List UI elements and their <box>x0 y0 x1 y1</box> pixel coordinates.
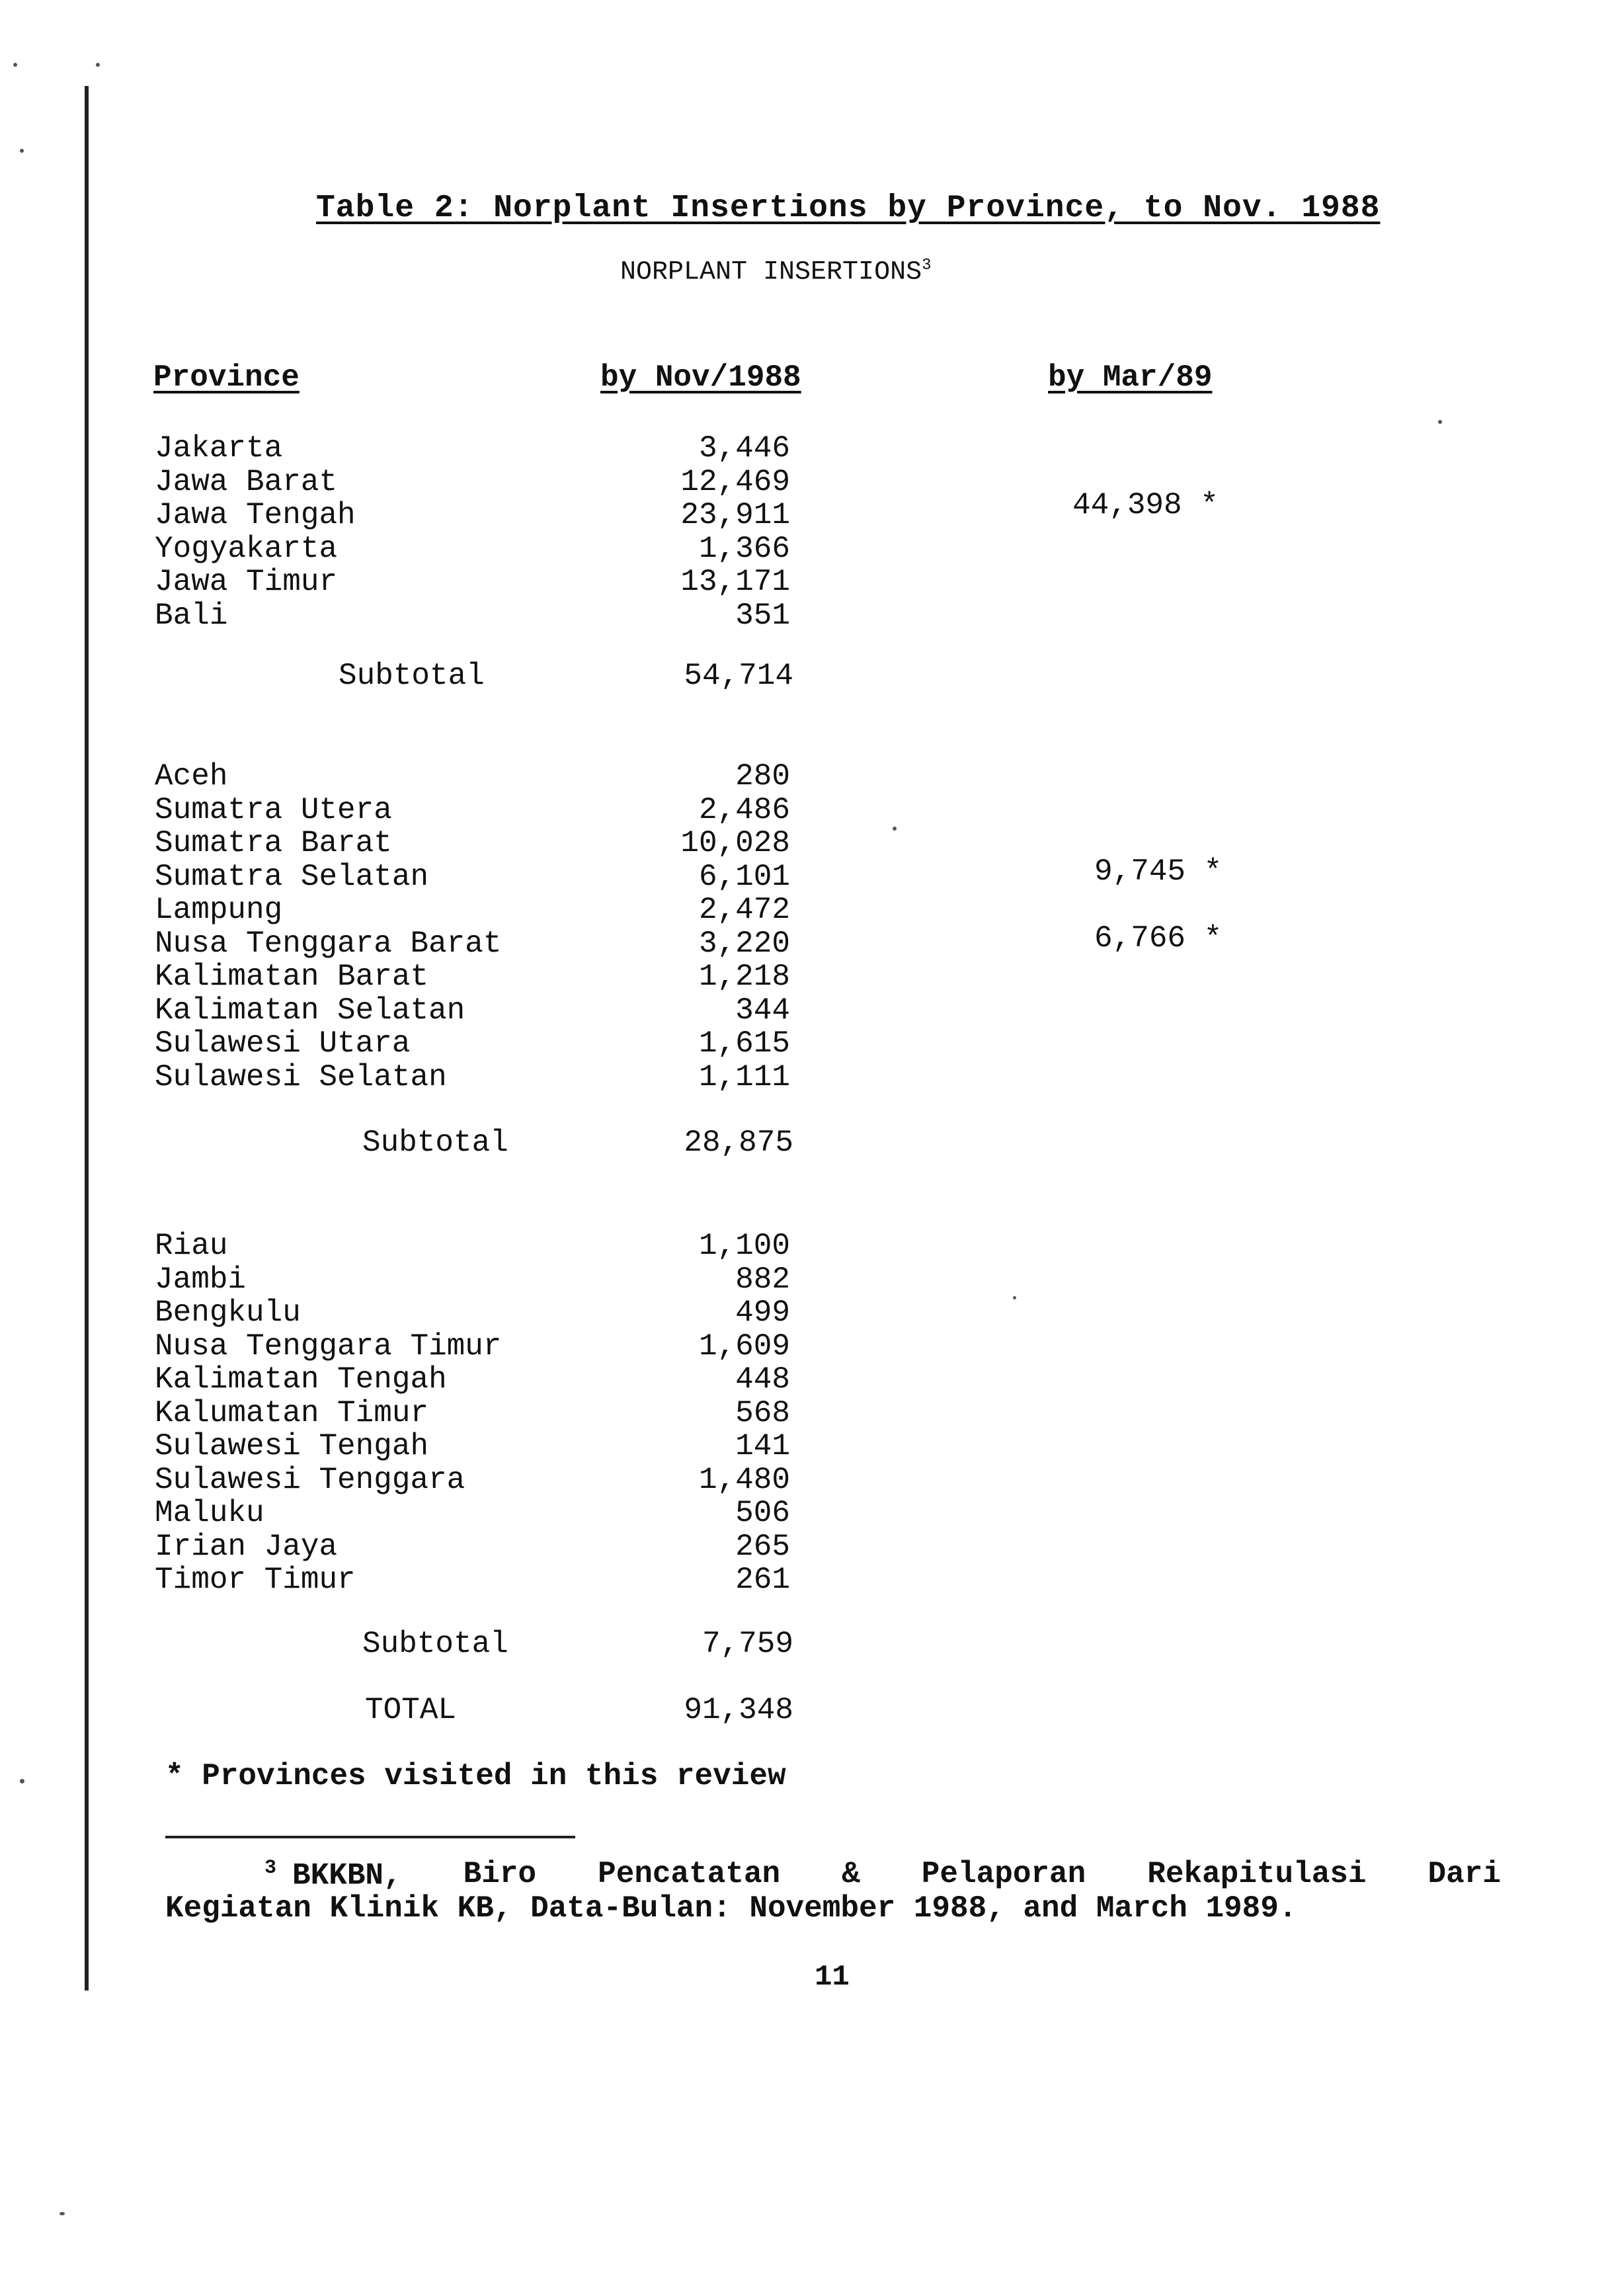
province-name: Riau <box>155 1229 228 1263</box>
footnote-word: Dari <box>1427 1857 1501 1891</box>
table-row <box>155 1530 790 1563</box>
table-row <box>155 1026 790 1059</box>
province-name: Bengkulu <box>155 1295 301 1330</box>
insertions-nov-1988: 13,171 <box>680 565 790 599</box>
insertions-nov-1988: 3,220 <box>698 926 790 961</box>
province-name: Kalimatan Barat <box>155 960 429 994</box>
insertions-nov-1988: 448 <box>735 1362 790 1397</box>
province-name: Yogyakarta <box>155 531 338 566</box>
province-name: Sulawesi Tenggara <box>155 1462 465 1497</box>
provinces-visited-note: * Provinces visited in this review <box>165 1759 786 1793</box>
insertions-nov-1988: 10,028 <box>680 826 790 860</box>
subtitle-text: NORPLANT INSERTIONS <box>620 257 922 288</box>
province-name: Sulawesi Selatan <box>155 1059 447 1094</box>
table-row <box>155 431 790 464</box>
page-number: 11 <box>815 1961 850 1994</box>
insertions-nov-1988: 1,100 <box>698 1229 790 1263</box>
table-row <box>155 498 790 531</box>
insertions-nov-1988: 2,472 <box>698 893 790 927</box>
table-row <box>155 993 790 1026</box>
footnote-word: Rekapitulasi <box>1147 1857 1367 1891</box>
footnote-mark-and-first-word <box>165 1857 402 1893</box>
subtitle-footnote-mark: 3 <box>922 257 932 274</box>
mar89-value-jawa: 44,398 * <box>1072 488 1219 522</box>
province-name: Kalimatan Tengah <box>155 1362 447 1397</box>
insertions-nov-1988: 351 <box>735 598 790 633</box>
insertions-nov-1988: 280 <box>735 759 790 794</box>
province-name: Maluku <box>155 1496 264 1530</box>
table-row <box>155 1295 790 1329</box>
insertions-nov-1988: 265 <box>735 1529 790 1564</box>
province-name: Sulawesi Utara <box>155 1026 411 1061</box>
scan-speck <box>20 149 24 153</box>
insertions-nov-1988: 568 <box>735 1395 790 1430</box>
insertions-nov-1988: 1,480 <box>698 1462 790 1497</box>
header-mar-89: by Mar/89 <box>1048 360 1213 395</box>
subtotal-value: 7,759 <box>702 1627 793 1661</box>
insertions-nov-1988: 3,446 <box>698 431 790 466</box>
province-name: Nusa Tenggara Barat <box>155 926 502 961</box>
province-name: Kalimatan Selatan <box>155 993 465 1028</box>
insertions-nov-1988: 6,101 <box>698 859 790 894</box>
insertions-nov-1988: 344 <box>735 993 790 1028</box>
table-row <box>155 826 790 859</box>
scan-speck <box>96 63 100 67</box>
insertions-nov-1988: 261 <box>735 1563 790 1597</box>
footnote-line-2: Kegiatan Klinik KB, Data-Bulan: November 1988, and March 1989. <box>165 1891 1297 1926</box>
table-row <box>155 465 790 498</box>
table-row <box>155 860 790 893</box>
mar89-value-ntb: 6,766 * <box>1094 921 1223 956</box>
scan-speck <box>20 1779 24 1784</box>
table-row <box>155 565 790 598</box>
footnote-word: & <box>842 1857 860 1891</box>
province-name: Aceh <box>155 759 228 794</box>
province-name: Jawa Tengah <box>155 498 356 532</box>
table-row <box>155 1329 790 1362</box>
province-name: Jambi <box>155 1262 247 1297</box>
province-name: Sulawesi Tengah <box>155 1429 429 1463</box>
mar89-value-sumatra: 9,745 * <box>1094 854 1223 889</box>
province-name: Jawa Timur <box>155 565 338 599</box>
table-row <box>155 1463 790 1496</box>
scan-speck <box>60 2212 65 2215</box>
province-name: Jawa Barat <box>155 464 338 499</box>
left-margin-line <box>85 86 89 1990</box>
table-row <box>155 1496 790 1529</box>
province-name: Sumatra Selatan <box>155 859 429 894</box>
insertions-nov-1988: 12,469 <box>680 464 790 499</box>
insertions-nov-1988: 23,911 <box>680 498 790 532</box>
province-name: Kalumatan Timur <box>155 1395 429 1430</box>
total-label: TOTAL <box>365 1693 457 1727</box>
scan-speck <box>13 63 17 67</box>
table-title: Table 2: Norplant Insertions by Province, to Nov. 1988 <box>316 190 1381 226</box>
subtotal-label: Subtotal <box>362 1627 508 1661</box>
province-name: Sumatra Utera <box>155 792 392 827</box>
province-name: Irian Jaya <box>155 1529 338 1564</box>
province-name: Sumatra Barat <box>155 826 392 860</box>
insertions-nov-1988: 1,609 <box>698 1329 790 1364</box>
table-row <box>155 1262 790 1295</box>
scan-speck <box>1013 1296 1016 1299</box>
insertions-nov-1988: 2,486 <box>698 792 790 827</box>
insertions-nov-1988: 1,111 <box>698 1059 790 1094</box>
table-row <box>155 532 790 565</box>
table-row <box>155 598 790 632</box>
insertions-nov-1988: 499 <box>735 1295 790 1330</box>
province-name: Nusa Tenggara Timur <box>155 1329 502 1364</box>
footnote-rule <box>165 1836 575 1838</box>
footnote-word: BKKBN, <box>292 1858 402 1893</box>
subtotal-label: Subtotal <box>339 659 485 693</box>
footnote-word: Pelaporan <box>921 1857 1086 1891</box>
insertions-nov-1988: 882 <box>735 1262 790 1297</box>
table-row <box>155 960 790 993</box>
scan-speck <box>1438 420 1442 424</box>
total-value: 91,348 <box>684 1693 793 1727</box>
province-name: Lampung <box>155 893 283 927</box>
footnote-word: Biro <box>463 1857 537 1891</box>
table-row <box>155 893 790 926</box>
subtotal-value: 54,714 <box>684 659 793 693</box>
province-name: Bali <box>155 598 228 633</box>
subtotal-label: Subtotal <box>362 1126 508 1160</box>
table-row <box>155 926 790 960</box>
table-row <box>155 759 790 792</box>
insertions-nov-1988: 141 <box>735 1429 790 1463</box>
table-row <box>155 1396 790 1429</box>
province-name: Timor Timur <box>155 1563 356 1597</box>
header-nov-1988: by Nov/1988 <box>600 360 801 395</box>
insertions-nov-1988: 1,218 <box>698 960 790 994</box>
province-name: Jakarta <box>155 431 283 466</box>
footnote-line-1 <box>165 1857 1501 1893</box>
footnote-mark: 3 <box>264 1857 277 1879</box>
insertions-nov-1988: 1,615 <box>698 1026 790 1061</box>
table-row <box>155 1563 790 1596</box>
table-row <box>155 1362 790 1395</box>
insertions-nov-1988: 1,366 <box>698 531 790 566</box>
footnote-word: Pencatatan <box>598 1857 781 1891</box>
table-row <box>155 1060 790 1093</box>
subtotal-value: 28,875 <box>684 1126 793 1160</box>
header-province: Province <box>153 360 300 395</box>
table-row <box>155 1229 790 1262</box>
table-row <box>155 1429 790 1462</box>
scan-speck <box>893 827 897 831</box>
table-row <box>155 793 790 826</box>
table-subtitle <box>620 257 931 287</box>
insertions-nov-1988: 506 <box>735 1496 790 1530</box>
